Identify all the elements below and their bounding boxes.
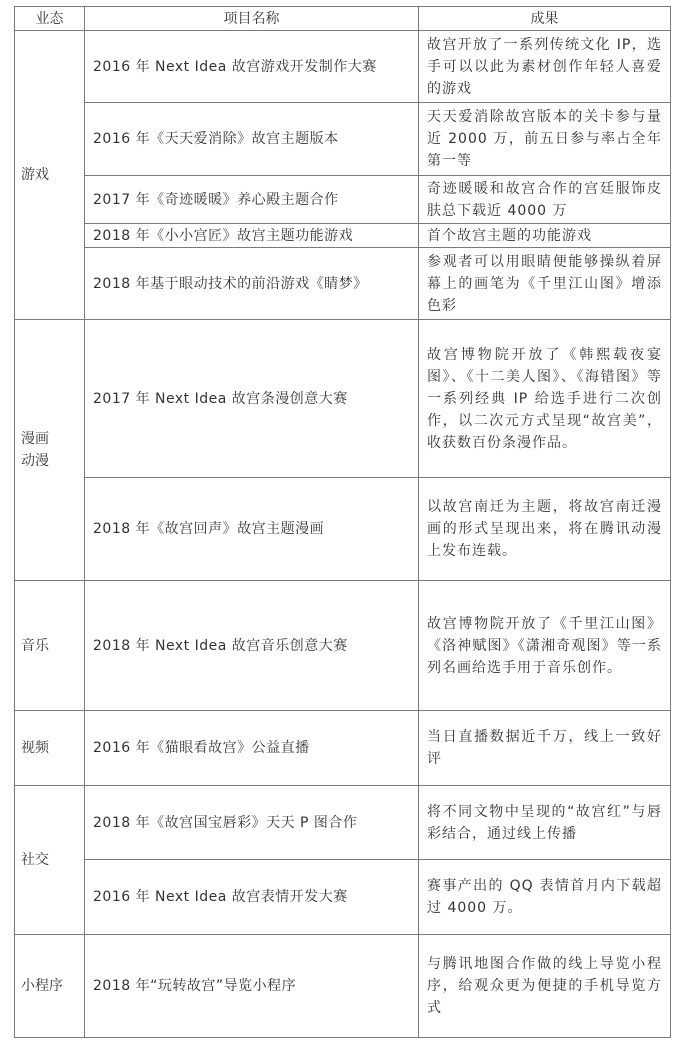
project-name-cell: 2016 年《猫眼看故宫》公益直播 xyxy=(85,711,419,786)
result-cell: 以故宫南迁为主题，将故宫南迁漫画的形式呈现出来，将在腾讯动漫上发布连载。 xyxy=(419,478,671,581)
result-cell: 故宫开放了一系列传统文化 IP，选手可以以此为素材创作年轻人喜爱的游戏 xyxy=(419,31,671,103)
table-row xyxy=(15,103,671,176)
category-cell: 视频 xyxy=(15,711,85,786)
result-cell: 故宫博物院开放了《韩熙载夜宴图》、《十二美人图》、《海错图》等一系列经典 IP 给选手进行二次创作，以二次元方式呈现“故宫美”，收获数百份条漫作品。 xyxy=(419,320,671,478)
results-table xyxy=(14,6,671,1038)
project-name-cell: 2018 年《故宫国宝唇彩》天天 P 图合作 xyxy=(85,786,419,860)
header-category: 业态 xyxy=(15,7,85,31)
table-row xyxy=(15,935,671,1038)
table-row xyxy=(15,581,671,711)
result-cell: 与腾讯地图合作做的线上导览小程序，给观众更为便捷的手机导览方式 xyxy=(419,935,671,1038)
table-row xyxy=(15,176,671,224)
table-row xyxy=(15,860,671,935)
header-row xyxy=(15,7,671,31)
header-result: 成果 xyxy=(419,7,671,31)
project-name-cell: 2018 年《故宫回声》故宫主题漫画 xyxy=(85,478,419,581)
result-cell: 赛事产出的 QQ 表情首月内下载超过 4000 万。 xyxy=(419,860,671,935)
category-cell: 小程序 xyxy=(15,935,85,1038)
header-project-name: 项目名称 xyxy=(85,7,419,31)
project-name-cell: 2016 年 Next Idea 故宫游戏开发制作大赛 xyxy=(85,31,419,103)
table-row xyxy=(15,224,671,248)
table-row xyxy=(15,786,671,860)
project-name-cell: 2016 年 Next Idea 故宫表情开发大赛 xyxy=(85,860,419,935)
project-name-cell: 2017 年 Next Idea 故宫条漫创意大赛 xyxy=(85,320,419,478)
project-name-cell: 2017 年《奇迹暖暖》养心殿主题合作 xyxy=(85,176,419,224)
category-cell: 音乐 xyxy=(15,581,85,711)
result-cell: 首个故宫主题的功能游戏 xyxy=(419,224,671,248)
result-cell: 当日直播数据近千万，线上一致好评 xyxy=(419,711,671,786)
category-cell: 游戏 xyxy=(15,31,85,320)
category-cell: 社交 xyxy=(15,786,85,935)
result-cell: 奇迹暖暖和故宫合作的宫廷服饰皮肤总下载近 4000 万 xyxy=(419,176,671,224)
project-name-cell: 2016 年《天天爱消除》故宫主题版本 xyxy=(85,103,419,176)
project-name-cell: 2018 年“玩转故宫”导览小程序 xyxy=(85,935,419,1038)
project-name-cell: 2018 年基于眼动技术的前沿游戏《睛梦》 xyxy=(85,248,419,320)
table-row xyxy=(15,320,671,478)
category-cell: 漫画 动漫 xyxy=(15,320,85,581)
table-row xyxy=(15,31,671,103)
table-row xyxy=(15,478,671,581)
result-cell: 天天爱消除故宫版本的关卡参与量近 2000 万，前五日参与率占全年第一等 xyxy=(419,103,671,176)
project-name-cell: 2018 年 Next Idea 故宫音乐创意大赛 xyxy=(85,581,419,711)
table-row xyxy=(15,711,671,786)
project-name-cell: 2018 年《小小宫匠》故宫主题功能游戏 xyxy=(85,224,419,248)
table-row xyxy=(15,248,671,320)
result-cell: 参观者可以用眼睛便能够操纵着屏幕上的画笔为《千里江山图》增添色彩 xyxy=(419,248,671,320)
result-cell: 将不同文物中呈现的“故宫红”与唇彩结合，通过线上传播 xyxy=(419,786,671,860)
table-body xyxy=(15,31,671,1038)
result-cell: 故宫博物院开放了《千里江山图》《洛神赋图》《潇湘奇观图》等一系列名画给选手用于音乐创作。 xyxy=(419,581,671,711)
